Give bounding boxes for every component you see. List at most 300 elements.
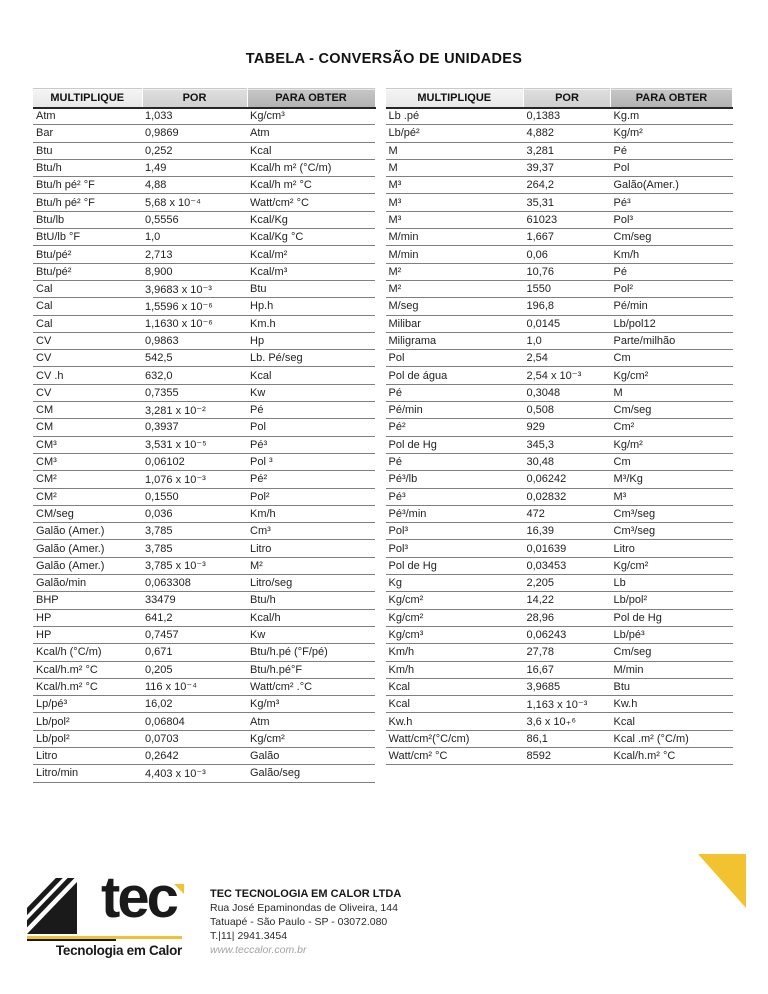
table-row xyxy=(386,315,733,332)
table-row xyxy=(33,678,375,695)
table-cell: Btu/lb xyxy=(33,211,142,228)
table-cell: 0,508 xyxy=(524,402,611,419)
table-cell: Kcal xyxy=(386,678,524,695)
table-cell: 2,713 xyxy=(142,246,247,263)
table-cell: Km.h xyxy=(247,315,375,332)
table-row xyxy=(386,730,733,747)
table-row xyxy=(386,108,733,125)
table-cell: 0,5556 xyxy=(142,211,247,228)
table-cell: Litro/min xyxy=(33,765,142,782)
conversion-tables xyxy=(33,88,733,783)
table-cell: Lb/pol² xyxy=(611,592,733,609)
table-cell: 1,076 x 10⁻³ xyxy=(142,471,247,488)
table-cell: Btu/pé² xyxy=(33,263,142,280)
table-cell: Pol de água xyxy=(386,367,524,384)
table-cell: Cm xyxy=(611,453,733,470)
table-cell: Lb. Pé/seg xyxy=(247,350,375,367)
company-logo xyxy=(27,865,185,962)
table-cell: 33479 xyxy=(142,592,247,609)
table-cell: 0,063308 xyxy=(142,575,247,592)
table-cell: 3,9685 xyxy=(524,678,611,695)
table-row xyxy=(386,471,733,488)
table-cell: Kcal xyxy=(247,367,375,384)
table-row xyxy=(33,730,375,747)
table-cell: Cal xyxy=(33,298,142,315)
table-cell: 0,252 xyxy=(142,142,247,159)
table-cell: 28,96 xyxy=(524,609,611,626)
table-cell: 1,49 xyxy=(142,159,247,176)
table-cell: CM² xyxy=(33,488,142,505)
table-row xyxy=(33,419,375,436)
table-row xyxy=(33,609,375,626)
table-cell: 196,8 xyxy=(524,298,611,315)
table-row xyxy=(386,159,733,176)
table-cell: 1,667 xyxy=(524,229,611,246)
column-header-por: POR xyxy=(524,89,611,108)
table-cell: Pol³ xyxy=(386,523,524,540)
table-row xyxy=(33,194,375,211)
table-row xyxy=(33,592,375,609)
table-row xyxy=(386,575,733,592)
table-cell: 39,37 xyxy=(524,159,611,176)
table-cell: Pé² xyxy=(386,419,524,436)
table-cell: Km/h xyxy=(386,661,524,678)
table-cell: Galão (Amer.) xyxy=(33,557,142,574)
table-row xyxy=(33,696,375,713)
table-cell: Litro xyxy=(33,747,142,764)
table-cell: Watt/cm² .°C xyxy=(247,678,375,695)
table-cell: Pé xyxy=(386,384,524,401)
table-cell: Cm³ xyxy=(247,523,375,540)
table-cell: 16,02 xyxy=(142,696,247,713)
table-cell: Atm xyxy=(247,713,375,730)
table-cell: Cm³/seg xyxy=(611,523,733,540)
table-row xyxy=(386,488,733,505)
table-cell: Bar xyxy=(33,125,142,142)
table-cell: 0,671 xyxy=(142,644,247,661)
table-cell: 61023 xyxy=(524,211,611,228)
table-cell: 3,785 xyxy=(142,540,247,557)
table-row xyxy=(33,367,375,384)
table-cell: Btu/h pé² °F xyxy=(33,177,142,194)
table-cell: Kg/cm² xyxy=(611,367,733,384)
table-cell: Pé³/min xyxy=(386,505,524,522)
table-cell: 4,88 xyxy=(142,177,247,194)
table-cell: CM³ xyxy=(33,453,142,470)
table-row xyxy=(33,713,375,730)
table-row xyxy=(386,350,733,367)
table-cell: M/min xyxy=(611,661,733,678)
table-row xyxy=(386,280,733,297)
table-row xyxy=(386,661,733,678)
table-cell: Kcal xyxy=(247,142,375,159)
table-cell: Watt/cm² °C xyxy=(386,747,524,764)
table-cell: Hp.h xyxy=(247,298,375,315)
table-row xyxy=(386,384,733,401)
table-cell: Kcal/h.m² °C xyxy=(33,678,142,695)
table-cell: Pé xyxy=(611,263,733,280)
table-row xyxy=(386,263,733,280)
table-row xyxy=(33,125,375,142)
table-cell: Galão/seg xyxy=(247,765,375,782)
table-cell: Pé xyxy=(247,402,375,419)
table-cell: Hp xyxy=(247,332,375,349)
table-cell: Kcal/h (°C/m) xyxy=(33,644,142,661)
table-cell: Kcal/m² xyxy=(247,246,375,263)
table-cell: Litro xyxy=(247,540,375,557)
table-row xyxy=(386,626,733,643)
table-row xyxy=(33,436,375,453)
table-cell: Km/h xyxy=(247,505,375,522)
table-cell: Cm xyxy=(611,350,733,367)
table-row xyxy=(386,523,733,540)
yellow-corner-triangle-icon xyxy=(698,854,746,908)
table-cell: 0,9869 xyxy=(142,125,247,142)
table-cell: Cm/seg xyxy=(611,402,733,419)
table-cell: M² xyxy=(386,263,524,280)
table-row xyxy=(33,523,375,540)
table-cell: 2,54 x 10⁻³ xyxy=(524,367,611,384)
company-phone: T.|11| 2941.3454 xyxy=(210,930,288,942)
table-cell: 641,2 xyxy=(142,609,247,626)
table-cell: 0,7457 xyxy=(142,626,247,643)
table-cell: Galão (Amer.) xyxy=(33,523,142,540)
table-row xyxy=(33,453,375,470)
table-cell: 4,403 x 10⁻³ xyxy=(142,765,247,782)
table-cell: 0,9863 xyxy=(142,332,247,349)
table-cell: CM/seg xyxy=(33,505,142,522)
table-cell: Btu/h xyxy=(33,159,142,176)
logo-underline-black xyxy=(27,939,116,941)
table-row xyxy=(33,315,375,332)
table-cell: Kcal/Kg °C xyxy=(247,229,375,246)
table-cell: Lb .pé xyxy=(386,108,524,125)
table-cell: M xyxy=(386,159,524,176)
table-row xyxy=(386,747,733,764)
table-cell: Btu/h xyxy=(247,592,375,609)
table-cell: Pé³ xyxy=(247,436,375,453)
table-row xyxy=(33,332,375,349)
column-header-multiplique: MULTIPLIQUE xyxy=(386,89,524,108)
table-cell: Litro xyxy=(611,540,733,557)
table-cell: CM xyxy=(33,419,142,436)
table-cell: Parte/milhão xyxy=(611,332,733,349)
table-cell: 0,03453 xyxy=(524,557,611,574)
table-cell: 116 x 10⁻⁴ xyxy=(142,678,247,695)
table-cell: 1,0 xyxy=(142,229,247,246)
table-cell: M³ xyxy=(611,488,733,505)
table-cell: M³/Kg xyxy=(611,471,733,488)
table-cell: 86,1 xyxy=(524,730,611,747)
conversion-table-right xyxy=(386,88,734,765)
table-row xyxy=(33,488,375,505)
table-cell: CV xyxy=(33,384,142,401)
table-cell: 2,205 xyxy=(524,575,611,592)
table-cell: 16,39 xyxy=(524,523,611,540)
table-cell: 0,205 xyxy=(142,661,247,678)
table-row xyxy=(33,263,375,280)
table-row xyxy=(33,557,375,574)
table-cell: 10,76 xyxy=(524,263,611,280)
table-row xyxy=(33,644,375,661)
table-cell: CV .h xyxy=(33,367,142,384)
company-name: TEC TECNOLOGIA EM CALOR LTDA xyxy=(210,888,402,900)
table-cell: Kg/cm² xyxy=(247,730,375,747)
table-cell: Pé/min xyxy=(611,298,733,315)
table-cell: 264,2 xyxy=(524,177,611,194)
table-cell: M xyxy=(611,384,733,401)
table-cell: 3,785 x 10⁻³ xyxy=(142,557,247,574)
table-cell: Btu/pé² xyxy=(33,246,142,263)
table-cell: Pol² xyxy=(247,488,375,505)
table-cell: Lp/pé³ xyxy=(33,696,142,713)
table-row xyxy=(386,696,733,713)
column-header-multiplique: MULTIPLIQUE xyxy=(33,89,142,108)
table-cell: Miligrama xyxy=(386,332,524,349)
table-cell: M/min xyxy=(386,229,524,246)
table-cell: Litro/seg xyxy=(247,575,375,592)
table-cell: Btu xyxy=(247,280,375,297)
table-cell: Pol³ xyxy=(611,211,733,228)
table-cell: 0,1383 xyxy=(524,108,611,125)
table-cell: BtU/lb °F xyxy=(33,229,142,246)
table-row xyxy=(33,540,375,557)
table-cell: M³ xyxy=(386,211,524,228)
company-address-line1: Rua José Epaminondas de Oliveira, 144 xyxy=(210,902,398,914)
table-row xyxy=(386,402,733,419)
table-cell: 0,1550 xyxy=(142,488,247,505)
table-cell: 5,68 x 10⁻⁴ xyxy=(142,194,247,211)
table-row xyxy=(33,402,375,419)
table-cell: M² xyxy=(247,557,375,574)
table-cell: Pol de Hg xyxy=(611,609,733,626)
logo-tagline: Tecnologia em Calor xyxy=(55,943,182,958)
table-row xyxy=(386,332,733,349)
table-row xyxy=(386,298,733,315)
company-info xyxy=(210,887,401,957)
table-cell: 0,036 xyxy=(142,505,247,522)
table-cell: 3,9683 x 10⁻³ xyxy=(142,280,247,297)
table-cell: 3,281 x 10⁻² xyxy=(142,402,247,419)
table-cell: Kg/m³ xyxy=(247,696,375,713)
table-cell: 542,5 xyxy=(142,350,247,367)
table-cell: 632,0 xyxy=(142,367,247,384)
table-cell: 0,06102 xyxy=(142,453,247,470)
column-header-por: POR xyxy=(142,89,247,108)
table-cell: Kg/cm² xyxy=(386,592,524,609)
table-cell: Pol de Hg xyxy=(386,436,524,453)
table-cell: Pé² xyxy=(247,471,375,488)
table-row xyxy=(33,505,375,522)
table-cell: Atm xyxy=(247,125,375,142)
table-cell: Lb/pé³ xyxy=(611,626,733,643)
table-cell: 4,882 xyxy=(524,125,611,142)
table-cell: Kcal/h xyxy=(247,609,375,626)
table-cell: 0,06242 xyxy=(524,471,611,488)
table-cell: Kcal xyxy=(611,713,733,730)
table-cell: 1,033 xyxy=(142,108,247,125)
table-row xyxy=(33,350,375,367)
table-cell: CM xyxy=(33,402,142,419)
table-cell: 0,06804 xyxy=(142,713,247,730)
table-cell: 0,2642 xyxy=(142,747,247,764)
table-cell: Kw.h xyxy=(611,696,733,713)
table-row xyxy=(386,644,733,661)
table-cell: Galão (Amer.) xyxy=(33,540,142,557)
table-cell: 3,281 xyxy=(524,142,611,159)
table-row xyxy=(386,557,733,574)
table-row xyxy=(33,211,375,228)
table-cell: Kcal/Kg xyxy=(247,211,375,228)
table-cell: Kw xyxy=(247,626,375,643)
table-row xyxy=(33,108,375,125)
table-cell: 16,67 xyxy=(524,661,611,678)
table-cell: Km/h xyxy=(611,246,733,263)
table-cell: CV xyxy=(33,350,142,367)
table-cell: 345,3 xyxy=(524,436,611,453)
table-cell: Lb/pol² xyxy=(33,730,142,747)
column-header-para-obter: PARA OBTER xyxy=(247,89,375,108)
table-row xyxy=(33,159,375,176)
table-cell: 1,1630 x 10⁻⁶ xyxy=(142,315,247,332)
table-cell: Pé³ xyxy=(611,194,733,211)
page-title: TABELA - CONVERSÃO DE UNIDADES xyxy=(245,51,523,67)
table-cell: Kg.m xyxy=(611,108,733,125)
table-cell: M³ xyxy=(386,177,524,194)
table-cell: Kg/m² xyxy=(611,436,733,453)
table-cell: 30,48 xyxy=(524,453,611,470)
table-cell: Galão(Amer.) xyxy=(611,177,733,194)
company-address-line2: Tatuapé - São Paulo - SP - 03072.080 xyxy=(210,916,388,928)
header-row xyxy=(386,89,733,108)
header-row xyxy=(33,89,375,108)
table-cell: 0,01639 xyxy=(524,540,611,557)
table-row xyxy=(33,384,375,401)
table-cell: M/min xyxy=(386,246,524,263)
table-cell: HP xyxy=(33,626,142,643)
table-cell: Cal xyxy=(33,315,142,332)
table-cell: Pé³ xyxy=(386,488,524,505)
table-row xyxy=(386,246,733,263)
table-cell: Kcal/h m² (°C/m) xyxy=(247,159,375,176)
table-cell: Cm² xyxy=(611,419,733,436)
table-row xyxy=(386,540,733,557)
table-row xyxy=(386,678,733,695)
table-cell: Kcal/h.m² °C xyxy=(611,747,733,764)
table-cell: Kcal/h m² °C xyxy=(247,177,375,194)
table-cell: Pé/min xyxy=(386,402,524,419)
table-cell: Pol xyxy=(386,350,524,367)
table-cell: Kcal xyxy=(386,696,524,713)
table-row xyxy=(33,229,375,246)
table-cell: Btu xyxy=(611,678,733,695)
table-cell: Galão xyxy=(247,747,375,764)
table-cell: Btu/h.pé°F xyxy=(247,661,375,678)
table-cell: Kg/cm² xyxy=(611,557,733,574)
table-cell: Kcal/m³ xyxy=(247,263,375,280)
table-cell: 2,54 xyxy=(524,350,611,367)
table-cell: Watt/cm²(°C/cm) xyxy=(386,730,524,747)
conversion-table-left xyxy=(33,88,376,783)
table-cell: 1,5596 x 10⁻⁶ xyxy=(142,298,247,315)
table-cell: Cm/seg xyxy=(611,644,733,661)
table-cell: Km/h xyxy=(386,644,524,661)
table-cell: Pé xyxy=(386,453,524,470)
table-row xyxy=(33,280,375,297)
table-cell: 472 xyxy=(524,505,611,522)
logo-wordmark: tec xyxy=(101,865,176,930)
table-cell: Lb/pol12 xyxy=(611,315,733,332)
table-cell: Btu/h pé² °F xyxy=(33,194,142,211)
table-cell: Pol de Hg xyxy=(386,557,524,574)
table-cell: Pé xyxy=(611,142,733,159)
table-cell: 0,02832 xyxy=(524,488,611,505)
table-cell: Pol ³ xyxy=(247,453,375,470)
table-cell: 3,6 x 10₊⁶ xyxy=(524,713,611,730)
table-cell: 14,22 xyxy=(524,592,611,609)
table-row xyxy=(33,661,375,678)
table-cell: Cm/seg xyxy=(611,229,733,246)
table-cell: 8,900 xyxy=(142,263,247,280)
table-cell: Pol² xyxy=(611,280,733,297)
table-cell: Kg xyxy=(386,575,524,592)
table-row xyxy=(386,609,733,626)
company-website: www.teccalor.com.br xyxy=(210,944,307,956)
table-cell: 0,3937 xyxy=(142,419,247,436)
table-row xyxy=(386,713,733,730)
table-cell: Btu/h.pé (°F/pé) xyxy=(247,644,375,661)
table-row xyxy=(33,177,375,194)
table-row xyxy=(386,367,733,384)
table-cell: 35,31 xyxy=(524,194,611,211)
table-row xyxy=(33,246,375,263)
table-cell: 0,06243 xyxy=(524,626,611,643)
table-row xyxy=(33,142,375,159)
table-row xyxy=(386,419,733,436)
table-cell: HP xyxy=(33,609,142,626)
table-cell: Lb/pol² xyxy=(33,713,142,730)
table-cell: Pol xyxy=(611,159,733,176)
table-row xyxy=(33,765,375,782)
table-row xyxy=(386,142,733,159)
table-cell: 3,785 xyxy=(142,523,247,540)
table-cell: Kcal .m² (°C/m) xyxy=(611,730,733,747)
logo-triangle-stripes-icon xyxy=(27,878,91,938)
table-row xyxy=(386,505,733,522)
table-row xyxy=(33,298,375,315)
table-cell: Lb xyxy=(611,575,733,592)
table-cell: Galão/min xyxy=(33,575,142,592)
table-row xyxy=(386,194,733,211)
table-cell: CV xyxy=(33,332,142,349)
table-cell: CM² xyxy=(33,471,142,488)
column-header-para-obter: PARA OBTER xyxy=(611,89,733,108)
table-cell: 0,06 xyxy=(524,246,611,263)
table-cell: BHP xyxy=(33,592,142,609)
table-cell: 0,3048 xyxy=(524,384,611,401)
table-cell: Atm xyxy=(33,108,142,125)
table-cell: Lb/pé² xyxy=(386,125,524,142)
table-cell: 3,531 x 10⁻⁵ xyxy=(142,436,247,453)
table-cell: 929 xyxy=(524,419,611,436)
table-row xyxy=(33,626,375,643)
table-row xyxy=(33,747,375,764)
table-cell: 0,0145 xyxy=(524,315,611,332)
table-row xyxy=(386,436,733,453)
table-cell: M³ xyxy=(386,194,524,211)
table-cell: 0,7355 xyxy=(142,384,247,401)
table-cell: Kw.h xyxy=(386,713,524,730)
